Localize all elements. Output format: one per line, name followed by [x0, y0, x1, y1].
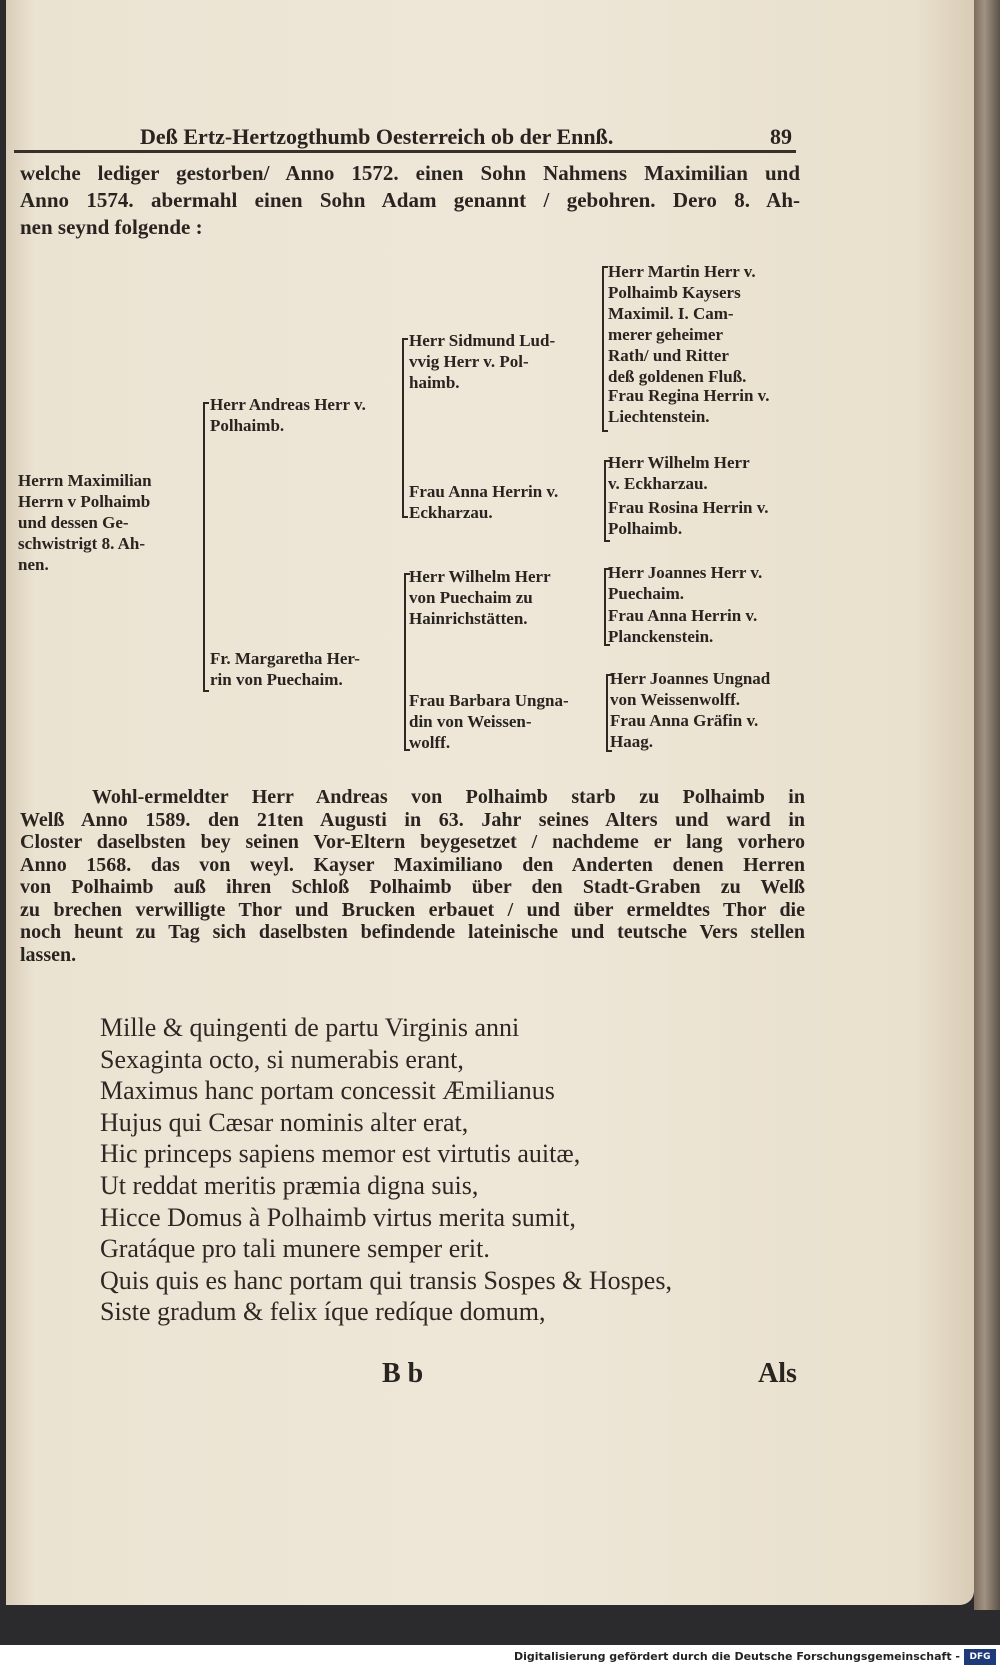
dfg-logo: DFG	[964, 1649, 996, 1665]
text-line: noch heunt zu Tag sich daselbsten befindende lateinische und teutsche Vers stellen	[20, 921, 805, 943]
tree-mother: Fr. Margaretha Her- rin von Puechaim.	[210, 649, 360, 689]
verse-line: Siste gradum & felix íque redíque domum,	[100, 1297, 546, 1327]
tree-ancestor: Frau Anna Herrin v. Planckenstein.	[608, 606, 758, 646]
tree-ancestor: Herr Joannes Ungnad von Weissenwolff.	[610, 669, 771, 709]
verse-line: Maximus hanc portam concessit Æmilianus	[100, 1076, 555, 1106]
tree-paternal-grandmother: Frau Anna Herrin v. Eckharzau.	[409, 482, 559, 522]
bracket	[404, 573, 406, 751]
verse-line: Quis quis es hanc portam qui transis Sospes & Hospes,	[100, 1265, 672, 1295]
running-title: Deß Ertz-Hertzogthumb Oesterreich ob der Ennß.	[140, 124, 614, 149]
text-line: welche lediger gestorben/ Anno 1572. einen Sohn Nahmens Maximilian und	[20, 161, 800, 185]
tree-paternal-grandfather: Herr Sidmund Lud- vvig Herr v. Pol- haimb.	[409, 331, 556, 392]
page-edge	[974, 0, 1000, 1610]
verse-line: Hujus qui Cæsar nominis alter erat,	[100, 1107, 469, 1137]
verse-line: Ut reddat meritis præmia digna suis,	[100, 1170, 479, 1200]
latin-inscription	[100, 1012, 672, 1328]
tree-ancestor: Herr Wilhelm Herr v. Eckharzau.	[608, 453, 750, 493]
text-line: lassen.	[20, 943, 77, 966]
body-paragraph	[20, 786, 805, 966]
verse-line: Hic princeps sapiens memor est virtutis auitæ,	[100, 1139, 581, 1169]
footer-bar	[0, 1645, 1000, 1670]
text-line: von Polhaimb auß ihren Schloß Polhaimb über den Stadt-Graben zu Welß	[20, 876, 805, 898]
verse-line: Mille & quingenti de partu Virginis anni	[100, 1013, 520, 1042]
text-line: Anno 1568. das von weyl. Kayser Maximiliano den Anderten denen Herren	[20, 853, 805, 876]
bracket	[604, 568, 606, 646]
verse-line: Sexaginta octo, si numerabis erant,	[100, 1044, 464, 1074]
catchword: Als	[758, 1358, 797, 1389]
text-line: nen seynd folgende :	[20, 215, 203, 239]
tree-root: Herrn Maximilian Herrn v Polhaimb und dessen Ge- schwistrigt 8. Ah- nen.	[18, 471, 152, 574]
verse-line: Gratáque pro tali munere semper erit.	[100, 1234, 490, 1264]
tree-ancestor: Herr Joannes Herr v. Puechaim.	[608, 563, 763, 603]
signature-mark: B b	[382, 1358, 424, 1389]
funding-credit: Digitalisierung gefördert durch die Deutsche Forschungsgemeinschaft -	[513, 1650, 960, 1663]
tree-ancestor: Frau Rosina Herrin v. Polhaimb.	[608, 498, 769, 538]
text-line: zu brechen verwilligte Thor und Brucken erbauet / und über ermeldtes Thor die	[20, 898, 805, 921]
tree-maternal-grandfather: Herr Wilhelm Herr von Puechaim zu Hainrichstätten.	[409, 567, 551, 628]
bracket	[604, 460, 606, 542]
verse-line: Hicce Domus à Polhaimb virtus merita sumit,	[100, 1202, 576, 1232]
tree-maternal-grandmother: Frau Barbara Ungna- din von Weissen- wolff.	[409, 691, 569, 752]
text-line: Anno 1574. abermahl einen Sohn Adam genannt / gebohren. Dero 8. Ah-	[20, 188, 800, 212]
bracket	[402, 338, 404, 518]
text-line: Welß Anno 1589. den 21ten Augusti in 63. Jahr seines Alters und ward in	[20, 808, 805, 831]
intro-text	[20, 160, 800, 241]
tree-ancestor: Frau Regina Herrin v. Liechtenstein.	[608, 386, 770, 426]
bracket	[602, 266, 604, 432]
bracket	[203, 402, 205, 692]
header-rule	[14, 150, 796, 153]
tree-ancestor: Frau Anna Gräfin v. Haag.	[610, 711, 759, 751]
page-number: 89	[770, 124, 792, 149]
bracket	[606, 674, 608, 752]
text-line: Wohl-ermeldter Herr Andreas von Polhaimb starb zu Polhaimb in	[92, 786, 805, 808]
text-line: Closter daselbsten bey seinen Vor-Eltern beygesetzet / nachdeme er lang vorhero	[20, 831, 805, 853]
tree-father: Herr Andreas Herr v. Polhaimb.	[210, 395, 366, 435]
tree-ancestor: Herr Martin Herr v. Polhaimb Kaysers Maximil. I. Cam- merer geheimer Rath/ und Ritter deß goldenen Fluß.	[608, 262, 756, 386]
